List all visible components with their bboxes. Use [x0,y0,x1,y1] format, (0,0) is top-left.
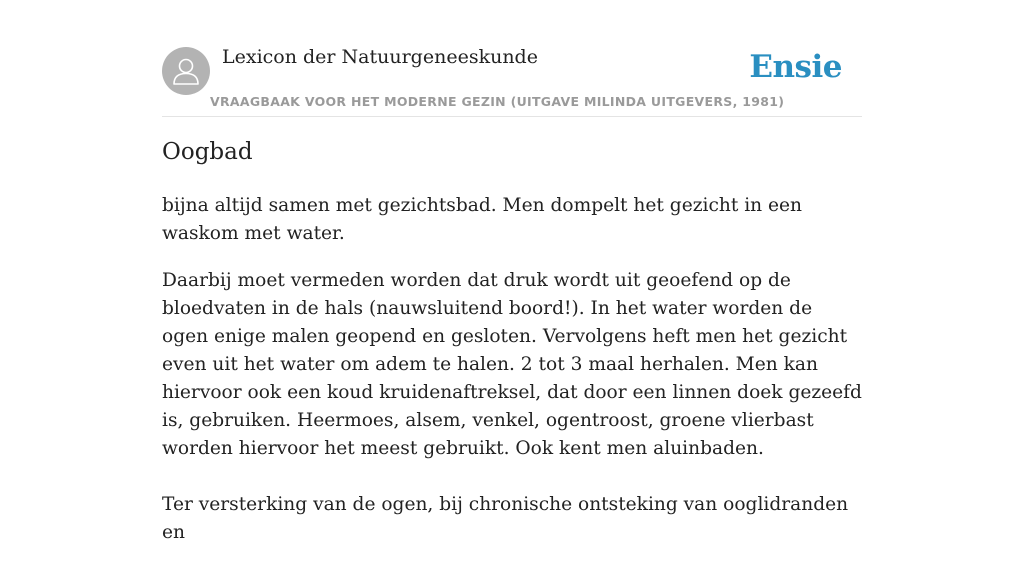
header [162,44,862,117]
entry-title: Oogbad [162,139,253,165]
entry-paragraph: Daarbij moet vermeden worden dat druk wordt uit geoefend op de bloedvaten in de hals (nauwsluitend boord!). In het water worden de ogen enige malen geopend en gesloten. Vervolgens heft men het gezicht even uit het water om adem te halen. 2 tot 3 maal herhalen. Men kan hiervoor ook een koud kruidenaftreksel, dat door een linnen doek gezeefd is, gebruiken. Heermoes, alsem, venkel, ogentroost, groene vlierbast worden hiervoor het meest gebruikt. Ook kent men aluinbaden. Ter versterking van de ogen, bij chronische ontsteking van ooglidranden en [162,270,862,543]
lexicon-subtitle: VRAAGBAAK VOOR HET MODERNE GEZIN (UITGAVE MILINDA UITGEVERS, 1981) [210,94,785,109]
entry-content [162,192,862,566]
lexicon-avatar[interactable] [162,47,210,95]
lexicon-title-link[interactable]: Lexicon der Natuurgeneeskunde [222,46,538,68]
ensie-logo-link[interactable]: Ensie [749,49,842,85]
user-icon [162,47,210,95]
entry-paragraph: bijna altijd samen met gezichtsbad. Men dompelt het gezicht in een waskom met water. [162,195,803,244]
